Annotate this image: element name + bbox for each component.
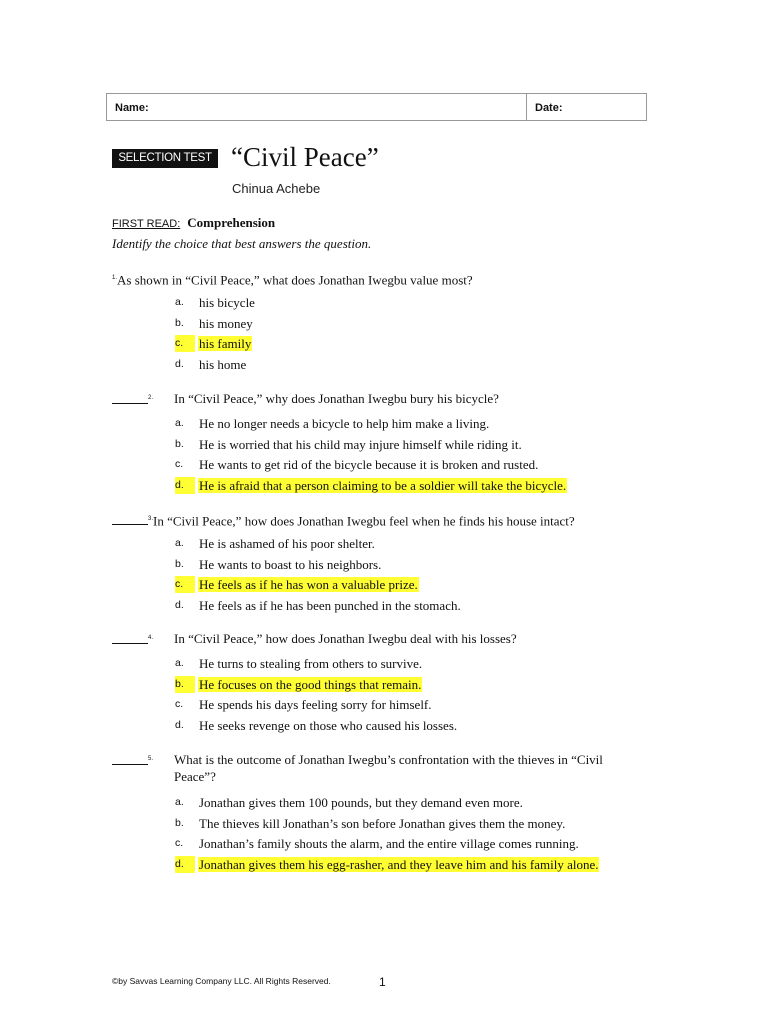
question-number: 5.	[148, 756, 154, 762]
name-date-table	[106, 93, 647, 121]
comprehension-heading: Comprehension	[187, 215, 276, 230]
date-field[interactable]	[527, 94, 646, 120]
page-number: 1	[379, 975, 386, 989]
page-title: “Civil Peace”	[231, 142, 379, 172]
answer-blank[interactable]	[112, 512, 148, 525]
question-number: 4.	[148, 635, 154, 641]
question-number: 3.	[148, 516, 154, 522]
date-label: Date:	[535, 102, 563, 114]
author: Chinua Achebe	[232, 181, 321, 196]
question-stem: As shown in “Civil Peace,” what does Jonathan Iwegbu value most?	[117, 272, 473, 288]
question-stem: In “Civil Peace,” why does Jonathan Iwegbu bury his bicycle?	[174, 391, 499, 406]
question-2	[112, 390, 499, 408]
question-stem: In “Civil Peace,” how does Jonathan Iwegbu deal with his losses?	[174, 631, 517, 646]
name-field[interactable]	[107, 94, 527, 120]
answer-blank[interactable]	[112, 391, 148, 404]
selection-test-label: SELECTION TEST	[112, 149, 218, 168]
first-read-label: FIRST READ:	[112, 218, 181, 230]
copyright-footer: ©by Savvas Learning Company LLC. All Rights Reserved.	[112, 976, 331, 986]
question-1	[112, 270, 473, 288]
question-5	[112, 751, 603, 784]
question-3	[112, 511, 575, 529]
question-number: 2.	[148, 395, 154, 401]
question-stem: What is the outcome of Jonathan Iwegbu’s confrontation with the thieves in “Civil Peace”?	[174, 752, 603, 784]
instruction-text: Identify the choice that best answers the question.	[112, 236, 372, 251]
question-4	[112, 630, 517, 648]
first-read-heading	[112, 215, 275, 231]
answer-blank[interactable]	[112, 752, 148, 765]
name-label: Name:	[115, 102, 149, 114]
question-stem: In “Civil Peace,” how does Jonathan Iwegbu feel when he finds his house intact?	[153, 513, 575, 529]
answer-blank[interactable]	[112, 631, 148, 644]
question-number: 1.	[112, 275, 118, 281]
